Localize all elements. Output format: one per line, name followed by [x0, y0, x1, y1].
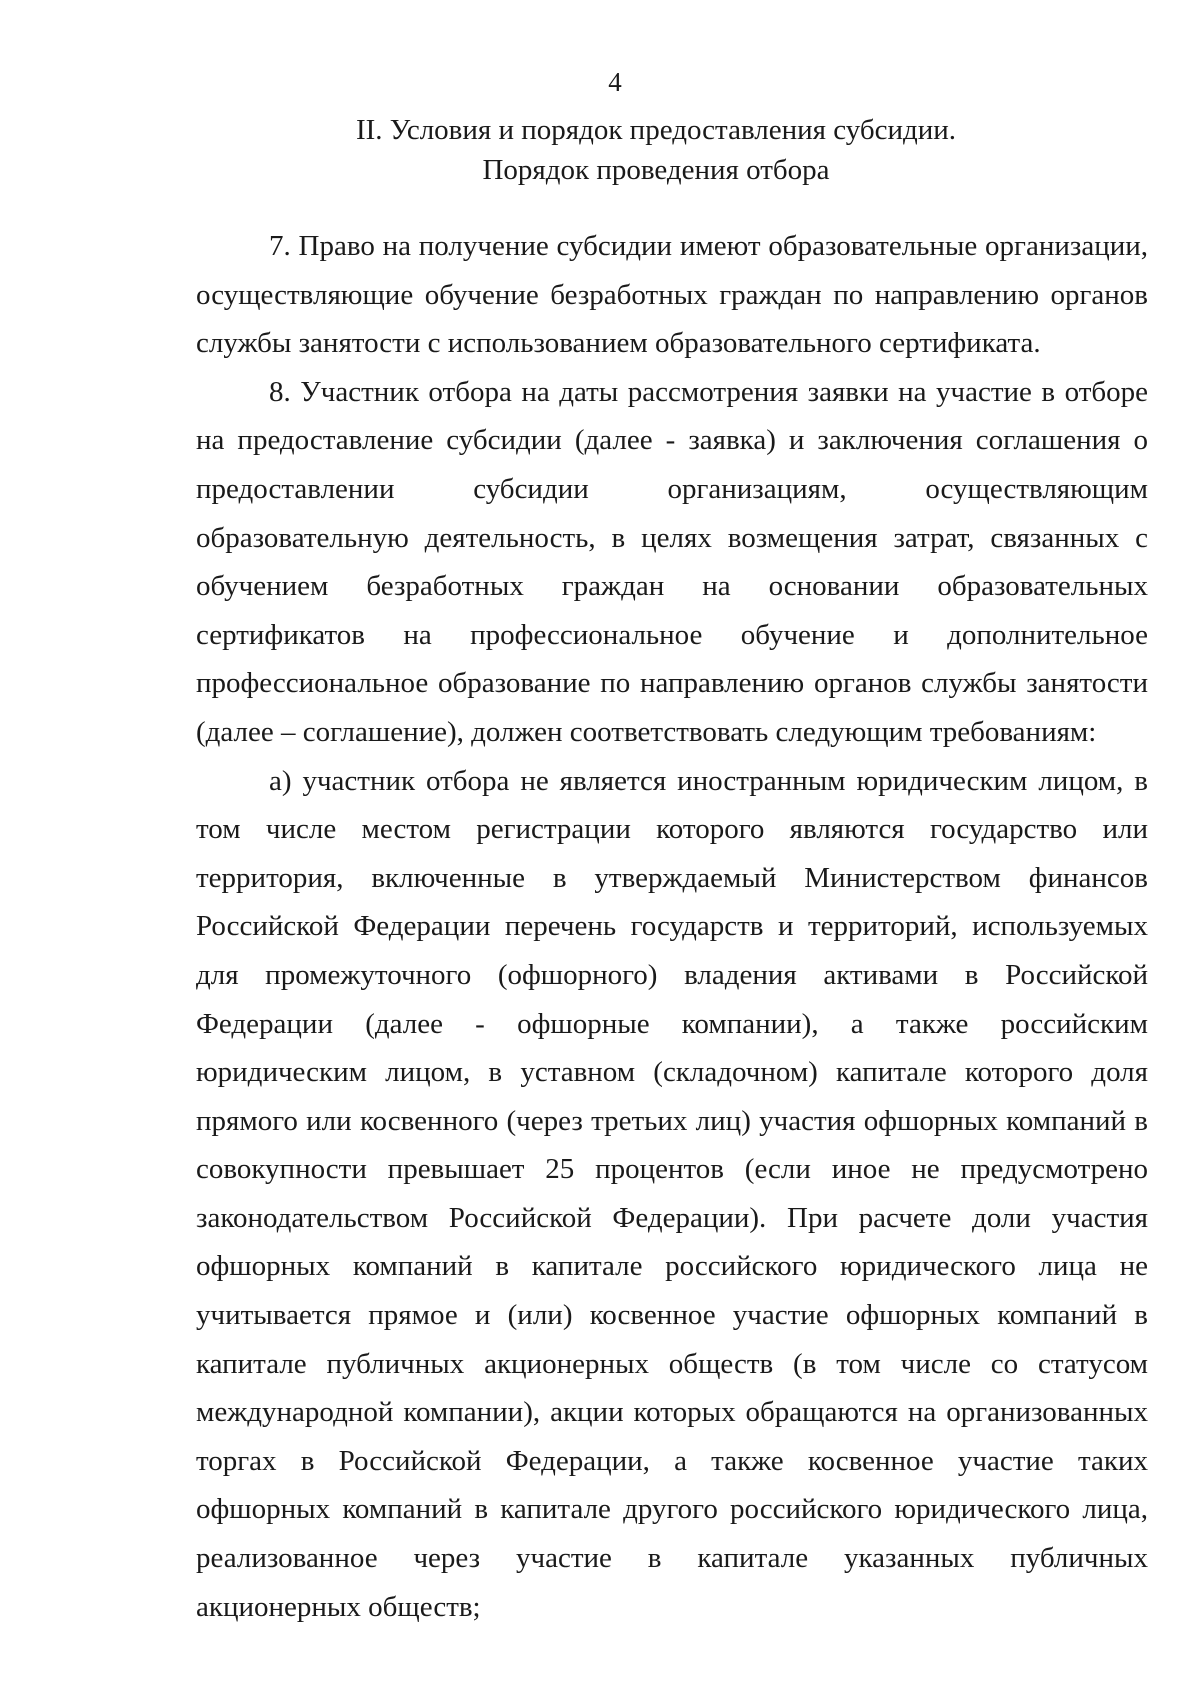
- paragraph-subitem-a: а) участник отбора не является иностранным юридическим лицом, в том числе местом регистрации которого являются государство или территория, включенные в утверждаемый Министерством финансов Российской Федерации перечень государств и территорий, используемых для промежуточного (офшорного) владения активами в Российской Федерации (далее - офшорные компании), а также российским юридическим лицом, в уставном (складочном) капитале которого доля прямого или косвенного (через третьих лиц) участия офшорных компаний в совокупности превышает 25 процентов (если иное не предусмотрено законодательством Российской Федерации). При расчете доли участия офшорных компаний в капитале российского юридического лица не учитывается прямое и (или) косвенное участие офшорных компаний в капитале публичных акционерных обществ (в том числе со статусом международной компании), акции которых обращаются на организованных торгах в Российской Федерации, а также косвенное участие таких офшорных компаний в капитале другого российского юридического лица, реализованное через участие в капитале указанных публичных акционерных обществ;: [196, 764, 1148, 1623]
- section-heading: [196, 110, 1116, 190]
- document-body: [196, 222, 1148, 1631]
- section-heading-line-2: Порядок проведения отбора: [482, 154, 830, 186]
- paragraph-item-7: 7. Право на получение субсидии имеют образовательные организации, осуществляющие обучение безработных граждан по направлению органов службы занятости с использованием образовательного сертификата.: [196, 230, 1148, 360]
- page-number: 4: [608, 67, 622, 97]
- paragraph-item-8: 8. Участник отбора на даты рассмотрения заявки на участие в отборе на предоставление субсидии (далее - заявка) и заключения соглашения о предоставлении субсидии организациям, осуществляющим образовательную деятельность, в целях возмещения затрат, связанных с обучением безработных граждан на основании образовательных сертификатов на профессиональное обучение и дополнительное профессиональное образование по направлению органов службы занятости (далее – соглашение), должен соответствовать следующим требованиям:: [196, 375, 1148, 748]
- section-heading-line-1: II. Условия и порядок предоставления субсидии.: [355, 114, 957, 146]
